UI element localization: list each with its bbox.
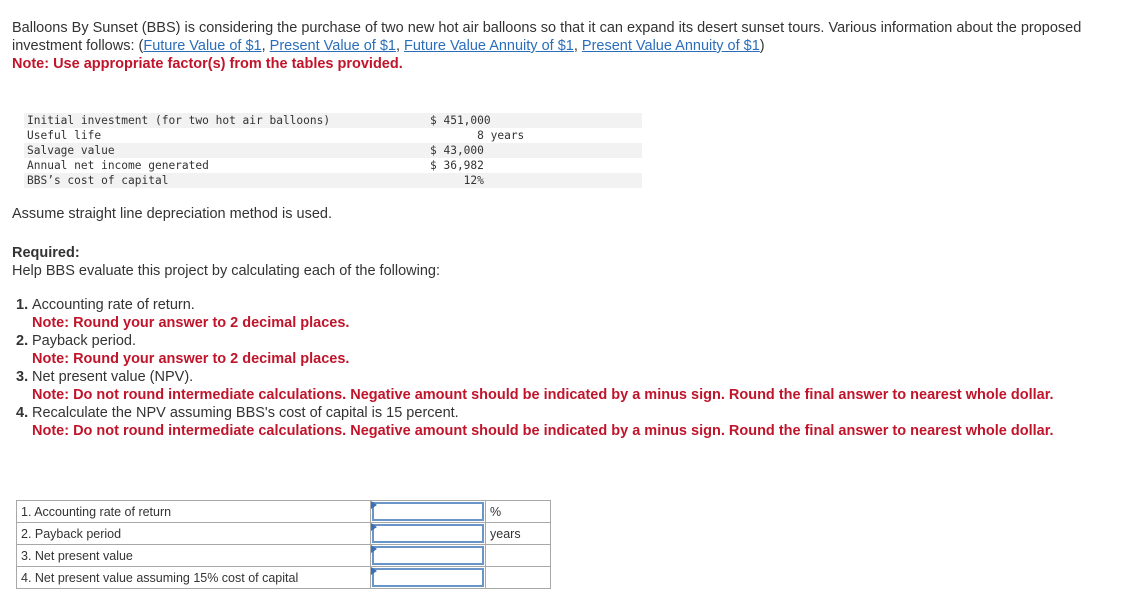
input-flag-icon — [371, 567, 377, 575]
answer-table — [16, 500, 551, 589]
answer-label: 2. Payback period — [17, 523, 371, 545]
answer-cell — [371, 501, 486, 523]
answer-row — [17, 523, 551, 545]
link-present-value-annuity[interactable]: Present Value Annuity of $1 — [581, 38, 760, 54]
answer-label: 4. Net present value assuming 15% cost of capital — [17, 567, 371, 589]
required-help: Help BBS evaluate this project by calculating each of the following: — [12, 263, 440, 279]
intro-note: Note: Use appropriate factor(s) from the tables provided. — [12, 56, 403, 72]
row-value: 8 years — [430, 129, 525, 142]
row-label: BBS’s cost of capital — [24, 173, 427, 188]
row-value: 12% — [427, 173, 600, 188]
requirements-list — [16, 296, 1126, 440]
item-number: 3. — [16, 369, 29, 385]
answer-label: 1. Accounting rate of return — [17, 501, 371, 523]
item-note: Note: Do not round intermediate calculations. Negative amount should be indicated by a minus sign. Round the final answer to nearest whole dollar. — [32, 423, 1054, 439]
answer-unit: years — [486, 523, 551, 545]
item-text: Recalculate the NPV assuming BBS's cost of capital is 15 percent. — [32, 405, 459, 421]
list-item — [16, 368, 1126, 404]
link-future-value-annuity[interactable]: Future Value Annuity of $1 — [404, 38, 574, 54]
answer-unit — [486, 567, 551, 589]
intro-close: ) — [759, 38, 765, 54]
table-row — [24, 143, 642, 158]
item-note: Note: Round your answer to 2 decimal places. — [32, 351, 350, 367]
row-label: Useful life — [27, 129, 102, 142]
answer-cell — [371, 545, 486, 567]
input-flag-icon — [371, 523, 377, 531]
item-note: Note: Do not round intermediate calculations. Negative amount should be indicated by a minus sign. Round the final answer to nearest whole dollar. — [32, 387, 1054, 403]
item-text: Net present value (NPV). — [32, 369, 194, 385]
input-flag-icon — [371, 545, 377, 553]
answer-row — [17, 567, 551, 589]
npv-input[interactable] — [372, 546, 484, 565]
row-label: Salvage value — [24, 143, 427, 158]
row-value: $ 451,000 — [427, 113, 600, 128]
item-text: Accounting rate of return. — [32, 297, 195, 313]
item-number: 2. — [16, 333, 29, 349]
problem-intro — [12, 19, 1137, 73]
investment-table — [24, 113, 642, 188]
list-item — [16, 404, 1126, 440]
answer-cell — [371, 523, 486, 545]
item-number: 4. — [16, 405, 29, 421]
table-row — [24, 128, 642, 143]
link-present-value[interactable]: Present Value of $1 — [269, 38, 396, 54]
row-value: $ 43,000 — [427, 143, 600, 158]
assumption-text: Assume straight line depreciation method is used. — [12, 206, 332, 222]
intro-paragraph: Balloons By Sunset (BBS) is considering the purchase of two new hot air balloons so that it can expand its desert sunset tours. Various information about the proposed investment follows: (Future Value of $1, Present Value of $1, Future Value Annuity of $1, Present Value Annuity of $1) — [12, 20, 1082, 54]
item-note: Note: Round your answer to 2 decimal places. — [32, 315, 350, 331]
row-label: Annual net income generated — [27, 159, 209, 172]
table-row — [24, 173, 642, 188]
table-row — [24, 113, 642, 128]
intro-text: Balloons By Sunset (BBS) is considering the purchase of two new hot air balloons so that it can expand its desert sunset tours. Various information about the proposed investment follows: ( — [12, 20, 1082, 54]
row-label: Initial investment (for two hot air balloons) — [24, 113, 427, 128]
input-flag-icon — [371, 501, 377, 509]
answer-row — [17, 501, 551, 523]
row-value: $ 36,982 — [430, 159, 484, 172]
required-heading: Required: — [12, 245, 80, 261]
payback-period-input[interactable] — [372, 524, 484, 543]
answer-cell — [371, 567, 486, 589]
answer-unit — [486, 545, 551, 567]
list-item — [16, 296, 1126, 332]
item-number: 1. — [16, 297, 29, 313]
accounting-rate-input[interactable] — [372, 502, 484, 521]
npv-15-percent-input[interactable] — [372, 568, 484, 587]
item-text: Payback period. — [32, 333, 136, 349]
link-future-value[interactable]: Future Value of $1 — [143, 38, 262, 54]
answer-label: 3. Net present value — [17, 545, 371, 567]
table-row — [24, 158, 642, 173]
answer-unit: % — [486, 501, 551, 523]
list-item — [16, 332, 1126, 368]
answer-row — [17, 545, 551, 567]
